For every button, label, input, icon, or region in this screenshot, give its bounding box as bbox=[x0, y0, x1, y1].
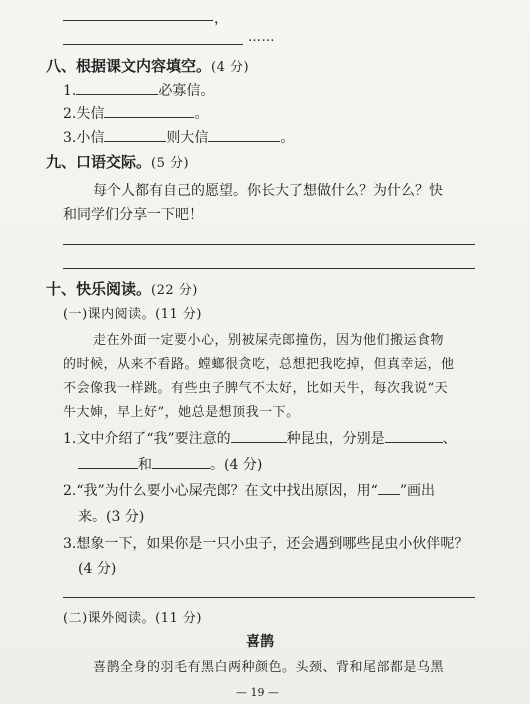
blank[interactable] bbox=[152, 454, 210, 469]
answer-line[interactable] bbox=[63, 244, 475, 245]
passage-line: 牛大婶，早上好”，她总是想顶我一下。 bbox=[63, 405, 300, 420]
question-3-line-2: (4 分) bbox=[78, 561, 117, 577]
answer-line[interactable] bbox=[63, 597, 475, 598]
blank[interactable] bbox=[104, 127, 166, 142]
section-8-item-3: 3.小信 则大信 。 bbox=[63, 127, 294, 147]
section-8-item-2: 2.失信 。 bbox=[63, 103, 208, 123]
blank[interactable] bbox=[76, 80, 158, 95]
question-1-line-1: 1.文中介绍了“我”要注意的 种昆虫，分别是 、 bbox=[63, 428, 457, 448]
part-1-title: (一)课内阅读。(11 分) bbox=[63, 307, 202, 322]
passage-line: 不会像我一样跳。有些虫子脾气不太好，比如天牛，每次我说“天 bbox=[63, 381, 449, 396]
passage-line: 走在外面一定要小心，别被屎壳郎撞伤，因为他们搬运食物 bbox=[93, 333, 445, 348]
question-2-line-2: 来。(3 分) bbox=[78, 509, 145, 525]
section-9-heading: 九、口语交际。(5 分) bbox=[46, 153, 190, 171]
part-2-title: (二)课外阅读。(11 分) bbox=[63, 611, 202, 626]
article-line: 喜鹊全身的羽毛有黑白两种颜色。头颈、背和尾部都是乌黑 bbox=[93, 660, 445, 675]
comma: ， bbox=[214, 11, 228, 27]
section-10-heading: 十、快乐阅读。(22 分) bbox=[46, 280, 198, 298]
article-title: 喜鹊 bbox=[246, 634, 274, 650]
passage-line: 的时候，从来不看路。螳螂很贪吃，总想把我吃掉，但真幸运，他 bbox=[63, 357, 455, 372]
section-8-heading: 八、根据课文内容填空。(4 分) bbox=[46, 57, 250, 75]
blank[interactable] bbox=[378, 480, 400, 495]
ellipsis: …… bbox=[248, 30, 275, 45]
answer-line[interactable] bbox=[63, 20, 213, 21]
section-9-paragraph-line: 和同学们分享一下吧！ bbox=[63, 207, 203, 223]
blank[interactable] bbox=[208, 127, 280, 142]
section-9-paragraph-line: 每个人都有自己的愿望。你长大了想做什么？为什么？快 bbox=[93, 183, 443, 199]
question-3-line-1: 3.想象一下，如果你是一只小虫子，还会遇到哪些昆虫小伙伴呢？ bbox=[63, 536, 469, 552]
page-number: — 19 — bbox=[236, 686, 279, 699]
blank[interactable] bbox=[78, 454, 138, 469]
blank[interactable] bbox=[231, 428, 287, 443]
answer-line[interactable] bbox=[63, 268, 475, 269]
answer-line[interactable] bbox=[63, 44, 243, 45]
blank[interactable] bbox=[385, 428, 443, 443]
question-2-line-1: 2.“我”为什么要小心屎壳郎？在文中找出原因，用“ ”画出 bbox=[63, 480, 435, 500]
section-8-item-1: 1. 必寡信。 bbox=[63, 80, 214, 100]
question-1-line-2: 和 。(4 分) bbox=[78, 454, 262, 474]
blank[interactable] bbox=[104, 103, 194, 118]
